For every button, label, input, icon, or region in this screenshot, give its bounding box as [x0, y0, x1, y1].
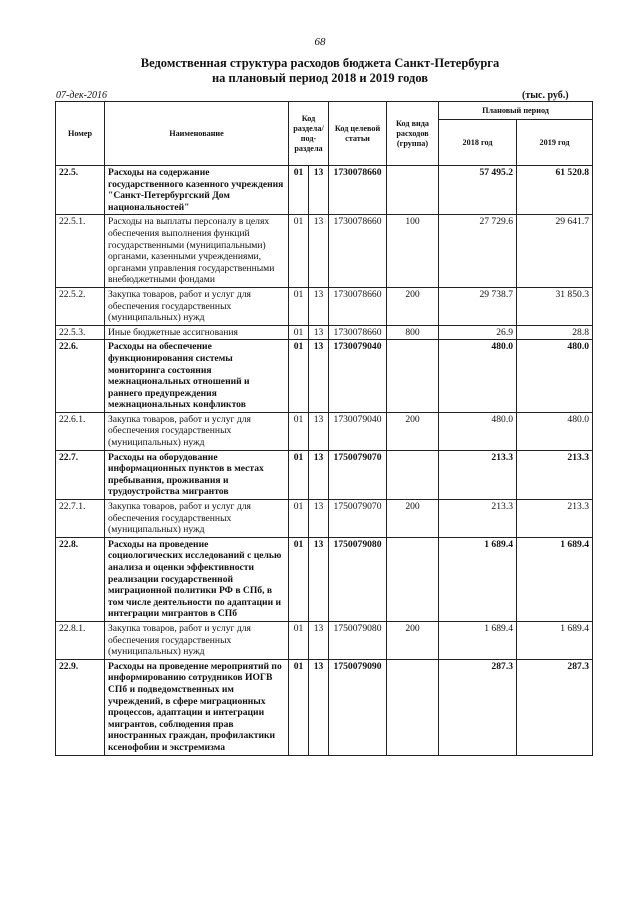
table-row [56, 325, 593, 340]
row-section: 01 [289, 215, 309, 288]
row-section: 01 [289, 166, 309, 215]
row-name: Закупка товаров, работ и услуг для обеспечения государственных (муниципальных) нужд [105, 500, 289, 538]
row-expense-type [387, 537, 439, 621]
header-section: Код раздела/ под- раздела [289, 102, 329, 166]
row-value-2018: 1 689.4 [439, 537, 517, 621]
row-subsection: 13 [309, 450, 329, 499]
table-row [56, 500, 593, 538]
row-number: 22.5. [56, 166, 105, 215]
row-value-2018: 213.3 [439, 500, 517, 538]
row-value-2019: 28.8 [517, 325, 593, 340]
row-section: 01 [289, 287, 309, 325]
header-type: Код вида расходов (группа) [387, 102, 439, 166]
row-value-2018: 213.3 [439, 450, 517, 499]
row-subsection: 13 [309, 500, 329, 538]
budget-table [55, 101, 593, 756]
row-subsection: 13 [309, 659, 329, 755]
table-row [56, 537, 593, 621]
row-value-2018: 29 738.7 [439, 287, 517, 325]
row-value-2019: 480.0 [517, 412, 593, 450]
row-target-code: 1730078660 [329, 166, 387, 215]
row-number: 22.5.1. [56, 215, 105, 288]
row-section: 01 [289, 325, 309, 340]
header-2018: 2018 год [439, 120, 517, 166]
row-subsection: 13 [309, 412, 329, 450]
row-number: 22.6.1. [56, 412, 105, 450]
row-subsection: 13 [309, 166, 329, 215]
row-value-2018: 287.3 [439, 659, 517, 755]
row-section: 01 [289, 500, 309, 538]
row-expense-type: 800 [387, 325, 439, 340]
table-row [56, 659, 593, 755]
row-section: 01 [289, 340, 309, 413]
row-section: 01 [289, 659, 309, 755]
table-body [56, 166, 593, 756]
table-row [56, 450, 593, 499]
row-expense-type: 200 [387, 412, 439, 450]
row-value-2018: 27 729.6 [439, 215, 517, 288]
row-subsection: 13 [309, 325, 329, 340]
row-value-2018: 1 689.4 [439, 621, 517, 659]
row-name: Расходы на обеспечение функционирования системы мониторинга состояния межнациональных отношений и раннего предупреждения межнациональных конфликтов [105, 340, 289, 413]
row-name: Расходы на выплаты персоналу в целях обеспечения выполнения функций государственными (муниципальными) органами, казенными учреждениями, органами управления государственными внебюджетными фондами [105, 215, 289, 288]
row-number: 22.9. [56, 659, 105, 755]
document-date: 07-дек-2016 [56, 90, 107, 101]
row-number: 22.8. [56, 537, 105, 621]
table-row [56, 340, 593, 413]
row-target-code: 1730078660 [329, 325, 387, 340]
currency-unit: (тыс. руб.) [522, 90, 569, 101]
row-subsection: 13 [309, 621, 329, 659]
row-name: Расходы на проведение мероприятий по информированию сотрудников ИОГВ СПб и подведомственных им учреждений, в сфере миграционных процессов, адаптации и интеграции мигрантов, соблюдения прав иностранных граждан, профилактики ксенофобии и экстремизма [105, 659, 289, 755]
row-target-code: 1750079080 [329, 621, 387, 659]
row-name: Расходы на оборудование информационных пунктов в местах пребывания, проживания и трудоустройства мигрантов [105, 450, 289, 499]
title-line-2: на плановый период 2018 и 2019 годов [211, 71, 429, 85]
row-name: Закупка товаров, работ и услуг для обеспечения государственных (муниципальных) нужд [105, 412, 289, 450]
row-value-2019: 213.3 [517, 450, 593, 499]
document-title [0, 56, 640, 86]
row-expense-type: 200 [387, 621, 439, 659]
row-section: 01 [289, 537, 309, 621]
row-name: Расходы на проведение социологических исследований с целью анализа и оценки эффективности реализации государственной миграционной политики РФ в СПб, в том числе деятельности по адаптации и интеграции мигрантов в СПб [105, 537, 289, 621]
row-number: 22.7.1. [56, 500, 105, 538]
header-number: Номер [56, 102, 105, 166]
row-target-code: 1750079070 [329, 500, 387, 538]
row-target-code: 1730079040 [329, 340, 387, 413]
row-value-2018: 26.9 [439, 325, 517, 340]
row-subsection: 13 [309, 340, 329, 413]
row-value-2019: 29 641.7 [517, 215, 593, 288]
table-row [56, 412, 593, 450]
table-row [56, 215, 593, 288]
row-target-code: 1730078660 [329, 215, 387, 288]
header-plan-period: Плановый период [439, 102, 593, 120]
row-name: Закупка товаров, работ и услуг для обеспечения государственных (муниципальных) нужд [105, 621, 289, 659]
row-expense-type [387, 166, 439, 215]
row-value-2018: 480.0 [439, 340, 517, 413]
row-number: 22.7. [56, 450, 105, 499]
table-row [56, 287, 593, 325]
row-value-2019: 31 850.3 [517, 287, 593, 325]
row-subsection: 13 [309, 287, 329, 325]
row-name: Закупка товаров, работ и услуг для обеспечения государственных (муниципальных) нужд [105, 287, 289, 325]
row-value-2019: 61 520.8 [517, 166, 593, 215]
row-expense-type [387, 340, 439, 413]
header-2019: 2019 год [517, 120, 593, 166]
row-target-code: 1750079090 [329, 659, 387, 755]
row-target-code: 1750079080 [329, 537, 387, 621]
row-target-code: 1730078660 [329, 287, 387, 325]
row-value-2019: 1 689.4 [517, 621, 593, 659]
row-expense-type [387, 659, 439, 755]
row-subsection: 13 [309, 215, 329, 288]
row-number: 22.5.3. [56, 325, 105, 340]
page-number: 68 [314, 36, 326, 48]
row-value-2019: 480.0 [517, 340, 593, 413]
row-value-2019: 213.3 [517, 500, 593, 538]
row-target-code: 1730079040 [329, 412, 387, 450]
row-value-2019: 287.3 [517, 659, 593, 755]
title-line-1: Ведомственная структура расходов бюджета Санкт-Петербурга [140, 56, 500, 70]
row-name: Расходы на содержание государственного казенного учреждения "Санкт-Петербургский Дом национальностей" [105, 166, 289, 215]
row-value-2018: 480.0 [439, 412, 517, 450]
row-subsection: 13 [309, 537, 329, 621]
row-value-2019: 1 689.4 [517, 537, 593, 621]
row-number: 22.5.2. [56, 287, 105, 325]
row-target-code: 1750079070 [329, 450, 387, 499]
table-row [56, 621, 593, 659]
row-section: 01 [289, 621, 309, 659]
row-section: 01 [289, 412, 309, 450]
row-value-2018: 57 495.2 [439, 166, 517, 215]
row-number: 22.8.1. [56, 621, 105, 659]
row-expense-type: 100 [387, 215, 439, 288]
header-name: Наименование [105, 102, 289, 166]
row-expense-type: 200 [387, 500, 439, 538]
table-row [56, 166, 593, 215]
row-number: 22.6. [56, 340, 105, 413]
row-section: 01 [289, 450, 309, 499]
row-expense-type [387, 450, 439, 499]
header-target: Код целевой статьи [329, 102, 387, 166]
row-expense-type: 200 [387, 287, 439, 325]
row-name: Иные бюджетные ассигнования [105, 325, 289, 340]
